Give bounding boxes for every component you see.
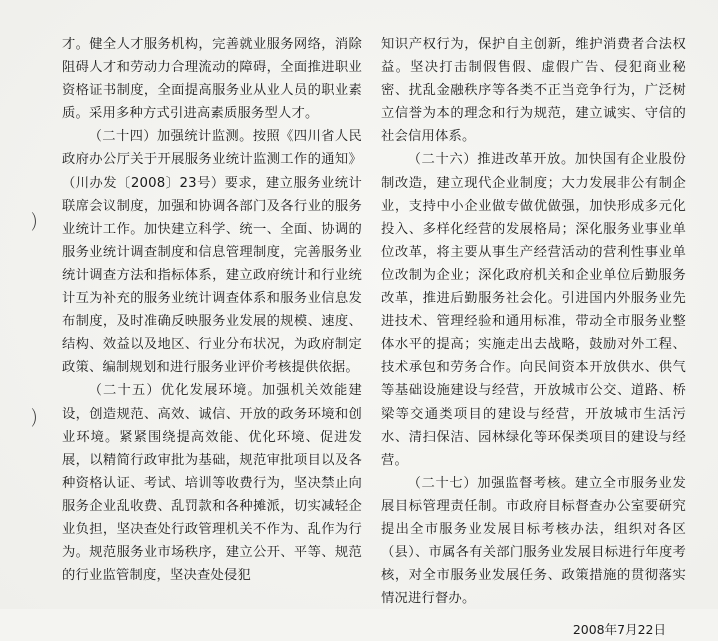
binding-hole-mark-lower: ） bbox=[31, 406, 45, 430]
left-paragraph-continuation: 才。健全人才服务机构，完善就业服务网络，消除阻碍人才和劳动力合理流动的障碍，全面推进职业资格证书制度，全面提高服务业从业人员的职业素质。采用多种方式引进高素质服务型人才。 bbox=[62, 37, 362, 122]
document-date: 2008年7月22日 bbox=[572, 622, 666, 638]
paragraph-section-26: （二十六）推进改革开放。加快国有企业股份制改造，建立现代企业制度；大力发展非公有制企业，支持中小企业做专做优做强，加快形成多元化投入、多样化经营的发展格局；深化服务业事业单位改革，将主要从事生产经营活动的营利性事业单位改制为企业；深化政府机关和企业单位后勤服务改革，推进后勤服务社会化。引进国内外服务业先进技术、管理经验和通用标准，带动全市服务业整体水平的提高；实施走出去战略，鼓励对外工程、技术承包和劳务合作。向民间资本开放供水、供气等基础设施建设与经营，开放城市公交、道路、桥梁等交通类项目的建设与经营，开放城市生活污水、清扫保洁、园林绿化等环保类项目的建设与经营。 bbox=[381, 152, 686, 468]
right-paragraph-continuation: 知识产权行为，保护自主创新，维护消费者合法权益。坚决打击制假售假、虚假广告、侵犯商业秘密、扰乱金融秩序等各类不正当竞争行为，广泛树立信誉为本的理念和行为规范，建立诚实、守信的社会信用体系。 bbox=[381, 37, 686, 145]
binding-hole-mark-upper: ） bbox=[31, 210, 45, 234]
paragraph-section-25: （二十五）优化发展环境。加强机关效能建设，创造规范、高效、诚信、开放的政务环境和创业环境。紧紧围绕提高效能、优化环境、促进发展，以精简行政审批为基础，规范审批项目以及各种资格认证、考试、培训等收费行为，坚决禁止向服务企业乱收费、乱罚款和各种摊派，切实减轻企业负担，坚决查处行政管理机关不作为、乱作为行为。规范服务业市场秩序，建立公开、平等、规范的行业监管制度，坚决查处侵犯 bbox=[62, 383, 362, 584]
paragraph-section-27: （二十七）加强监督考核。建立全市服务业发展目标管理责任制。市政府目标督查办公室要研究提出全市服务业发展目标考核办法，组织对各区（县）、市属各有关部门服务业发展目标进行年度考核，对全市服务业发展任务、政策措施的贯彻落实情况进行督办。 bbox=[381, 475, 686, 607]
right-column bbox=[381, 33, 686, 641]
paragraph-section-24: （二十四）加强统计监测。按照《四川省人民政府办公厅关于开展服务业统计监测工作的通知》（川办发〔2008〕23号）要求，建立服务业统计联席会议制度，加强和协调各部门及各行业的服务业统计工作。加快建立科学、统一、全面、协调的服务业统计调查制度和信息管理制度，完善服务业统计调查方法和指标体系，建立政府统计和行业统计互为补充的服务业统计调查体系和服务业信息发布制度，及时准确反映服务业发展的规模、速度、结构、效益以及地区、行业分布状况，为政府制定政策、编制规划和进行服务业评价考核提供依据。 bbox=[62, 129, 362, 376]
left-column bbox=[62, 33, 362, 587]
